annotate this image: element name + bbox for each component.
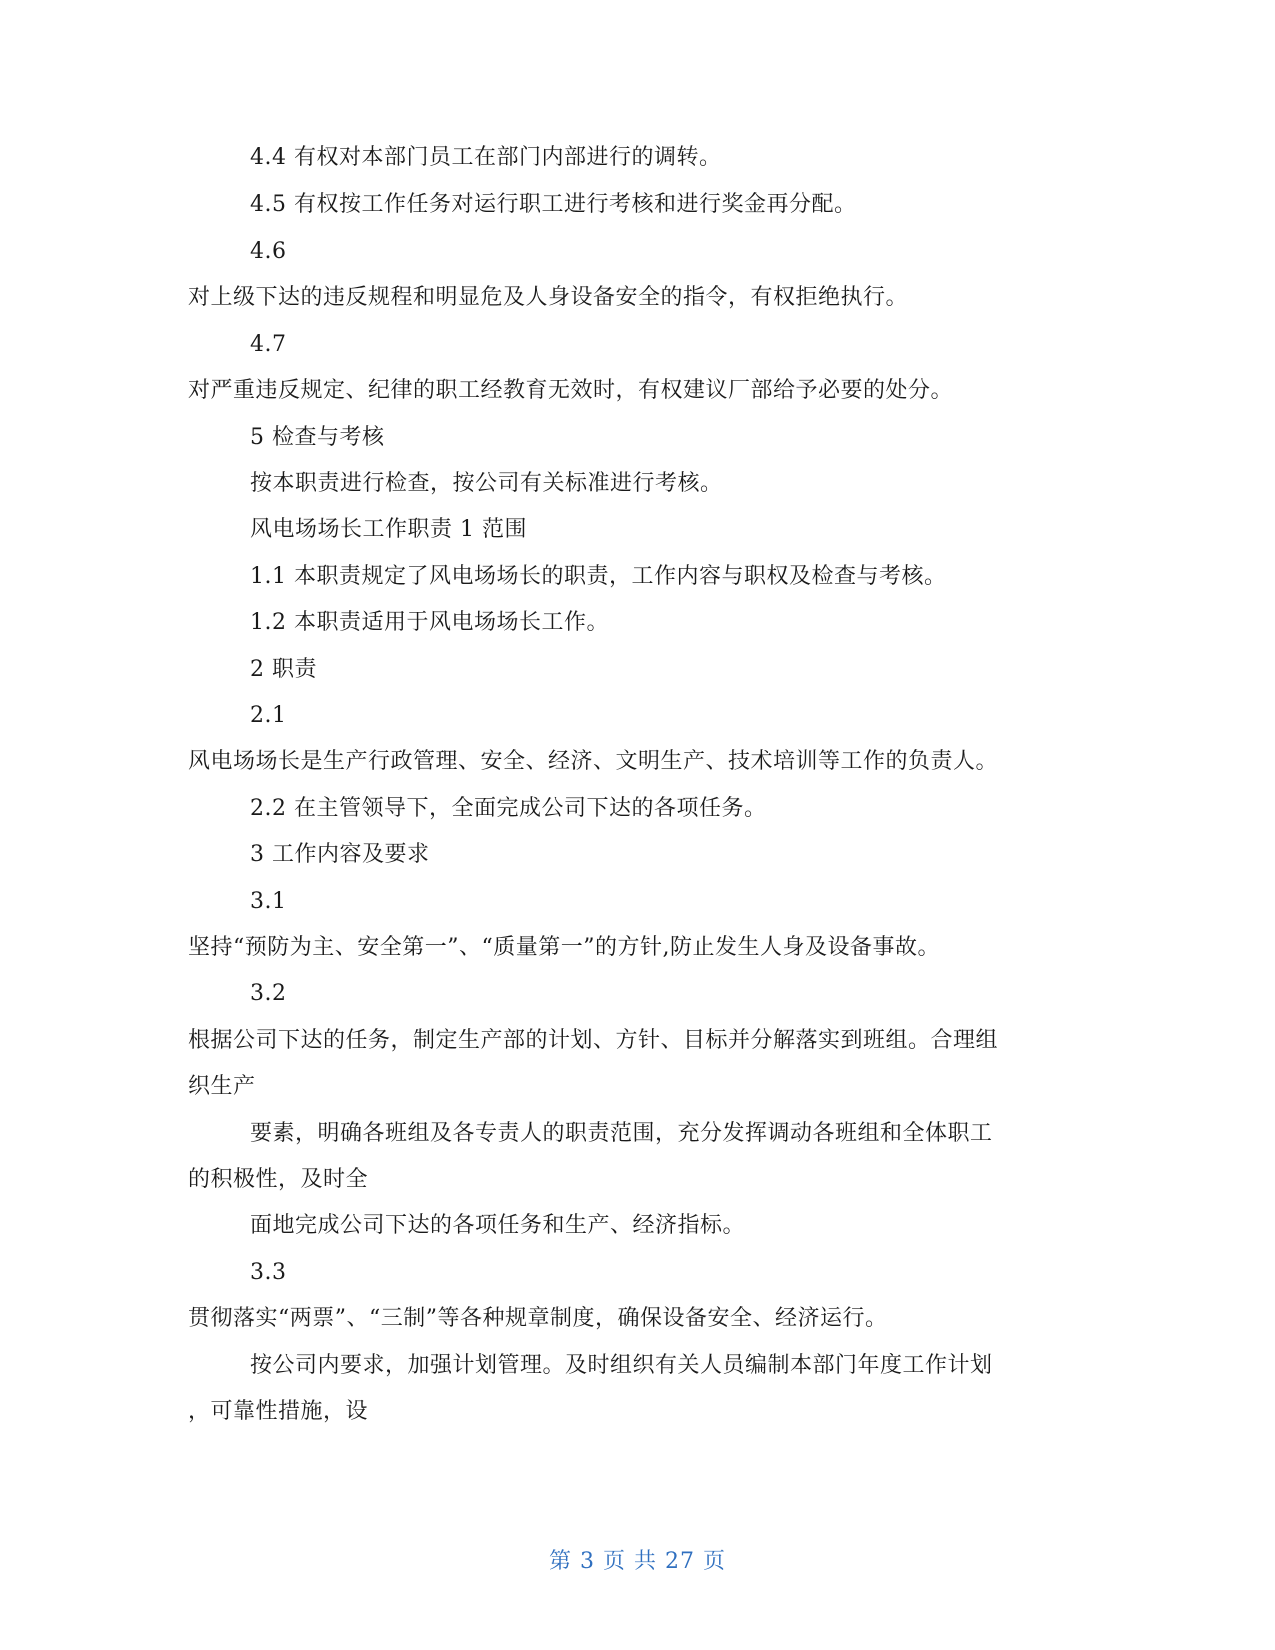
text-line: 风电场场长工作职责 1 范围 [250, 517, 527, 542]
text-line: 4.4 有权对本部门员工在部门内部进行的调转。 [250, 145, 722, 170]
text-line: 的积极性，及时全 [188, 1167, 369, 1192]
text-line: 3 工作内容及要求 [250, 842, 430, 867]
text-line: 2.2 在主管领导下，全面完成公司下达的各项任务。 [250, 796, 767, 821]
text-line: 按本职责进行检查，按公司有关标准进行考核。 [250, 471, 723, 496]
text-line: 按公司内要求，加强计划管理。及时组织有关人员编制本部门年度工作计划 [250, 1353, 993, 1378]
text-line: ，可靠性措施，设 [188, 1399, 369, 1424]
text-line: 贯彻落实“两票”、“三制”等各种规章制度，确保设备安全、经济运行。 [188, 1306, 888, 1331]
text-line: 4.5 有权按工作任务对运行职工进行考核和进行奖金再分配。 [250, 192, 857, 217]
text-line: 1.1 本职责规定了风电场场长的职责，工作内容与职权及检查与考核。 [250, 564, 947, 589]
text-line: 3.1 [250, 889, 287, 914]
text-line: 2 职责 [250, 657, 317, 682]
text-line: 根据公司下达的任务，制定生产部的计划、方针、目标并分解落实到班组。合理组 [188, 1028, 999, 1053]
text-line: 1.2 本职责适用于风电场场长工作。 [250, 610, 609, 635]
text-line: 4.6 [250, 239, 287, 264]
text-line: 3.2 [250, 981, 287, 1006]
text-line: 面地完成公司下达的各项任务和生产、经济指标。 [250, 1213, 746, 1238]
text-line: 2.1 [250, 703, 287, 728]
text-line: 5 检查与考核 [250, 425, 385, 450]
text-line: 风电场场长是生产行政管理、安全、经济、文明生产、技术培训等工作的负责人。 [188, 749, 999, 774]
text-line: 对上级下达的违反规程和明显危及人身设备安全的指令，有权拒绝执行。 [188, 285, 909, 310]
text-line: 要素，明确各班组及各专责人的职责范围，充分发挥调动各班组和全体职工 [250, 1121, 993, 1146]
text-line: 3.3 [250, 1260, 287, 1285]
page-number-footer: 第 3 页 共 27 页 [549, 1549, 726, 1574]
text-line: 坚持“预防为主、安全第一”、“质量第一”的方针,防止发生人身及设备事故。 [188, 935, 940, 960]
text-line: 织生产 [188, 1074, 256, 1099]
text-line: 对严重违反规定、纪律的职工经教育无效时，有权建议厂部给予必要的处分。 [188, 378, 954, 403]
text-line: 4.7 [250, 332, 287, 357]
